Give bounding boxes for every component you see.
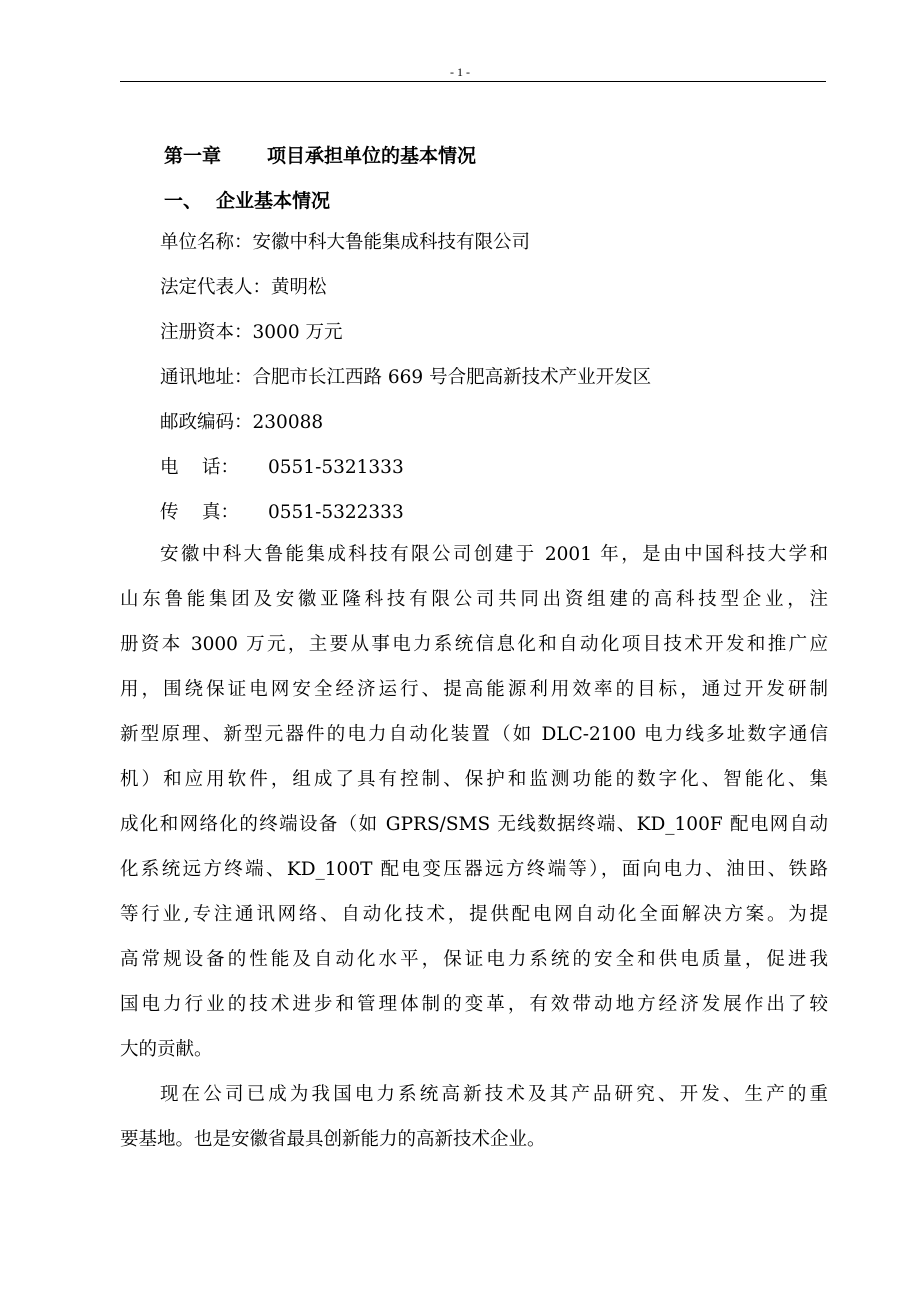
paragraph-line: 等行业,专注通讯网络、自动化技术，提供配电网自动化全面解决方案。为提 [120,904,828,925]
info-address [160,363,840,408]
info-label: 单位名称： [160,232,253,253]
paragraph-line: 山东鲁能集团及安徽亚隆科技有限公司共同出资组建的高科技型企业，注 [120,589,828,610]
section-heading [164,186,330,216]
info-label: 法定代表人： [160,277,272,298]
chapter-title: 项目承担单位的基本情况 [267,145,477,167]
paragraph-line: 安徽中科大鲁能集成科技有限公司创建于 2001 年，是由中国科技大学和 [160,544,828,565]
paragraph-line: 国电力行业的技术进步和管理体制的变革，有效带动地方经济发展作出了较 [120,994,828,1015]
info-registered-capital [160,318,840,363]
paragraph-line: 高常规设备的性能及自动化水平，保证电力系统的安全和供电质量，促进我 [120,949,828,970]
info-value: 230088 [252,412,324,433]
info-fax [160,498,840,543]
info-label: 通讯地址： [160,367,253,388]
page-number: - 1 - [450,65,470,79]
paragraph-line: 用，围绕保证电网安全经济运行、提高能源利用效率的目标，通过开发研制 [120,679,828,700]
info-value: 0551-5322333 [268,502,404,523]
paragraph-company-status [120,1080,828,1170]
paragraph-line: 机）和应用软件，组成了具有控制、保护和监测功能的数字化、智能化、集 [120,769,828,790]
info-phone [160,453,840,498]
paragraph-company-intro [120,540,828,1080]
paragraph-line: 现在公司已成为我国电力系统高新技术及其产品研究、开发、生产的重 [160,1084,828,1105]
info-label: 传 真： [160,502,240,523]
paragraph-line: 册资本 3000 万元，主要从事电力系统信息化和自动化项目技术开发和推广应 [120,634,828,655]
header-rule [120,81,826,82]
chapter-number: 第一章 [164,145,222,167]
info-label: 注册资本： [160,322,253,343]
paragraph-line: 大的贡献。 [120,1039,213,1060]
info-company-name [160,228,840,273]
section-number: 一、 [164,190,203,212]
info-postcode [160,408,840,453]
info-legal-representative [160,273,840,318]
paragraph-line: 成化和网络化的终端设备（如 GPRS/SMS 无线数据终端、KD_100F 配电网自动 [120,814,828,835]
info-value: 0551-5321333 [268,457,404,478]
info-label: 邮政编码： [160,412,253,433]
section-title: 企业基本情况 [216,190,331,212]
paragraph-line: 化系统远方终端、KD_100T 配电变压器远方终端等），面向电力、油田、铁路 [120,859,828,880]
info-value: 3000 万元 [252,322,343,343]
chapter-heading [164,141,476,171]
info-value: 安徽中科大鲁能集成科技有限公司 [252,232,531,253]
info-label: 电 话： [160,457,240,478]
info-value: 黄明松 [271,277,327,298]
info-value: 合肥市长江西路 669 号合肥高新技术产业开发区 [252,367,652,388]
paragraph-line: 新型原理、新型元器件的电力自动化装置（如 DLC-2100 电力线多址数字通信 [120,724,828,745]
body-text [120,540,828,1170]
paragraph-line: 要基地。也是安徽省最具创新能力的高新技术企业。 [120,1129,546,1150]
company-info-list [160,228,840,543]
